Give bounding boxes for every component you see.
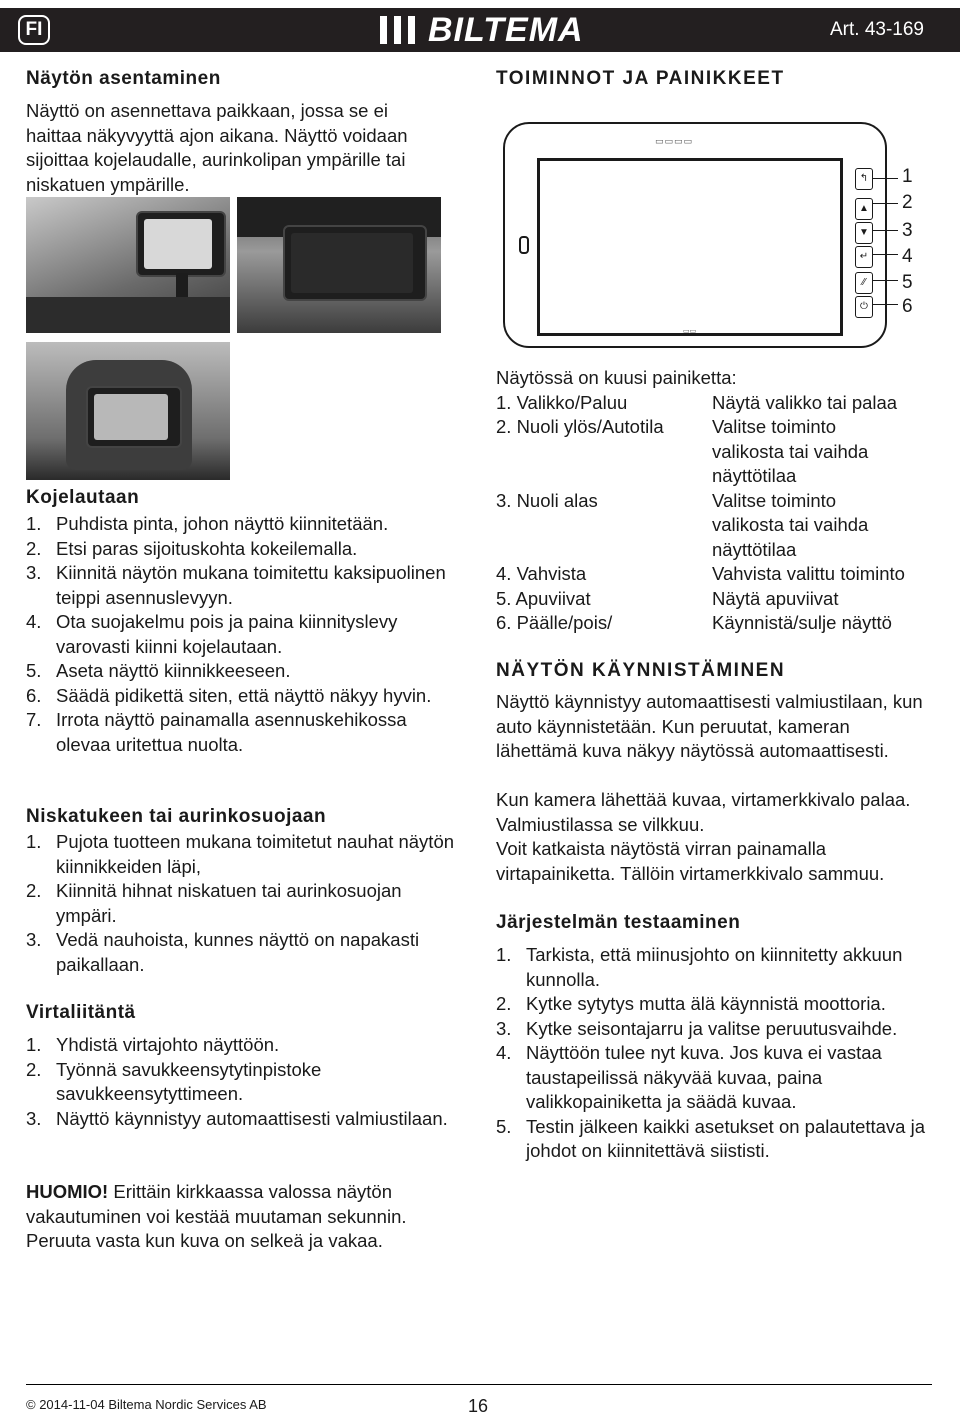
list-item: 1. Puhdista pinta, johon näyttö kiinnitetään. [26, 513, 389, 534]
table-row: 1. Valikko/Paluu Näytä valikko tai palaa [496, 391, 898, 413]
note-label: HUOMIO! [26, 1181, 109, 1202]
startup-paragraph-1: Näyttö käynnistyy automaattisesti valmiustilaan, kun auto käynnistetään. Kun peruutat, kameran lähettämä kuva näkyy näytössä automaattisesti. [496, 691, 923, 761]
list-item: 1. Pujota tuotteen mukana toimitetut nauhat näytön kiinnikkeiden läpi, [26, 831, 455, 877]
device-logo-mark: ▭▭▭▭ [655, 136, 694, 146]
list-item: 4. Ota suojakelmu pois ja paina kiinnityslevy varovasti kiinni kojelautaan. [26, 611, 398, 657]
checker-flag-icon [380, 16, 422, 44]
list-item: 5. Testin jälkeen kaikki asetukset on palautettava ja johdot on kiinnitettävä siististi. [496, 1115, 926, 1161]
list-item: 3. Näyttö käynnistyy automaattisesti valmiustilaan. [26, 1107, 448, 1129]
dashboard-title: Kojelautaan [26, 487, 140, 508]
device-bottom-mark: ▭▭ [683, 328, 697, 335]
callout-2: 2 [902, 192, 913, 213]
headrest-title: Niskatukeen tai aurinkosuojaan [26, 806, 327, 827]
dashboard-photo [26, 197, 230, 333]
callout-5: 5 [902, 272, 913, 293]
list-item: 1. Tarkista, että miinusjohto on kiinnitetty akkuun kunnolla. [496, 944, 903, 990]
callout-line [872, 178, 898, 179]
monitor-screen [537, 158, 843, 336]
list-item: 2. Työnnä savukkeensytytinpistoke savukkeensytyttimeen. [26, 1058, 322, 1104]
list-item: 7. Irrota näyttö painamalla asennuskehikossa olevaa uritettua nuolta. [26, 709, 407, 755]
guidelines-icon: ⁄⁄ [855, 272, 873, 294]
list-item: 3. Kiinnitä näytön mukana toimitettu kaksipuolinen teippi asennuslevyyn. [26, 562, 446, 608]
table-row: 6. Päälle/pois/ Käynnistä/sulje näyttö [496, 612, 892, 633]
startup-title: NÄYTÖN KÄYNNISTÄMINEN [496, 660, 786, 681]
power-led-icon [519, 236, 529, 254]
headrest-steps [26, 830, 456, 977]
functions-title: TOIMINNOT JA PAINIKKEET [496, 68, 785, 89]
table-row: 4. Vahvista Vahvista valittu toiminto [496, 563, 905, 584]
list-item: 2. Etsi paras sijoituskohta kokeilemalla. [26, 537, 358, 559]
brand-name: BILTEMA [428, 10, 584, 49]
buttons-table [496, 366, 936, 636]
footer-divider [26, 1384, 932, 1385]
callout-line [872, 203, 898, 204]
table-row: 5. Apuviivat Näytä apuviivat [496, 587, 839, 609]
list-item: 5. Aseta näyttö kiinnikkeeseen. [26, 660, 291, 681]
test-steps [496, 943, 926, 1164]
test-title: Järjestelmän testaaminen [496, 912, 741, 933]
list-item: 3. Vedä nauhoista, kunnes näyttö on napakasti paikallaan. [26, 929, 420, 975]
sun-visor-photo [237, 197, 441, 333]
confirm-icon: ↵ [855, 246, 873, 268]
copyright: © 2014-11-04 Biltema Nordic Services AB [26, 1397, 267, 1412]
arrow-up-icon: ▲ [855, 198, 873, 220]
callout-6: 6 [902, 296, 913, 317]
power-steps [26, 1033, 476, 1131]
callout-line [872, 280, 898, 281]
table-row: 3. Nuoli alas Valitse toiminto valikosta tai vaihda näyttötilaa [496, 489, 869, 560]
language-badge [0, 8, 68, 52]
menu-back-icon: ↰ [855, 168, 873, 190]
buttons-intro: Näytössä on kuusi painiketta: [496, 367, 737, 388]
brand-logo [380, 8, 584, 52]
button-strip [855, 162, 873, 332]
headrest-photo [26, 342, 230, 480]
language-code: FI [18, 15, 51, 45]
page-number: 16 [468, 1396, 489, 1416]
startup-paragraph-2: Kun kamera lähettää kuvaa, virtamerkkivalo palaa. Valmiustilassa se vilkkuu. [496, 789, 911, 835]
article-number: Art. 43-169 [830, 19, 924, 40]
power-title: Virtaliitäntä [26, 1002, 136, 1023]
callout-line [872, 254, 898, 255]
note-text: Erittäin kirkkaassa valossa näytön vakautuminen voi kestää muutaman sekunnin. Peruuta vasta kun kuva on selkeä ja vakaa. [26, 1181, 407, 1251]
note [26, 1180, 466, 1254]
dashboard-steps [26, 512, 456, 757]
callout-4: 4 [902, 246, 913, 267]
table-row: 2. Nuoli ylös/Autotila Valitse toiminto valikosta tai vaihda näyttötilaa [496, 416, 869, 486]
arrow-down-icon: ▼ [855, 222, 873, 244]
mounting-text: Näyttö on asennettava paikkaan, jossa se ei haittaa näkyvyyttä ajon aikana. Näyttö voidaan sijoittaa kojelaudalle, aurinkolipan ympärille tai niskatuen ympärille. [26, 100, 408, 195]
list-item: 1. Yhdistä virtajohto näyttöön. [26, 1034, 280, 1055]
list-item: 4. Näyttöön tulee nyt kuva. Jos kuva ei vastaa taustapeilissä näkyvää kuvaa, paina valikkopainiketta ja säädä kuvaa. [496, 1042, 882, 1112]
callout-line [872, 230, 898, 231]
mounting-title: Näytön asentaminen [26, 68, 221, 89]
list-item: 3. Kytke seisontajarru ja valitse peruutusvaihde. [496, 1017, 898, 1039]
power-icon: ⏻ [855, 296, 873, 318]
list-item: 2. Kytke sytytys mutta älä käynnistä moottoria. [496, 993, 886, 1014]
startup-paragraph-3: Voit katkaista näytöstä virran painamalla virtapainiketta. Tällöin virtamerkkivalo sammuu. [496, 838, 885, 884]
callout-3: 3 [902, 220, 913, 241]
list-item: 2. Kiinnitä hihnat niskatuen tai aurinkosuojan ympäri. [26, 880, 402, 926]
callout-1: 1 [902, 166, 913, 187]
callout-line [872, 304, 898, 305]
list-item: 6. Säädä pidikettä siten, että näyttö näkyy hyvin. [26, 684, 432, 706]
monitor-diagram [503, 122, 887, 348]
